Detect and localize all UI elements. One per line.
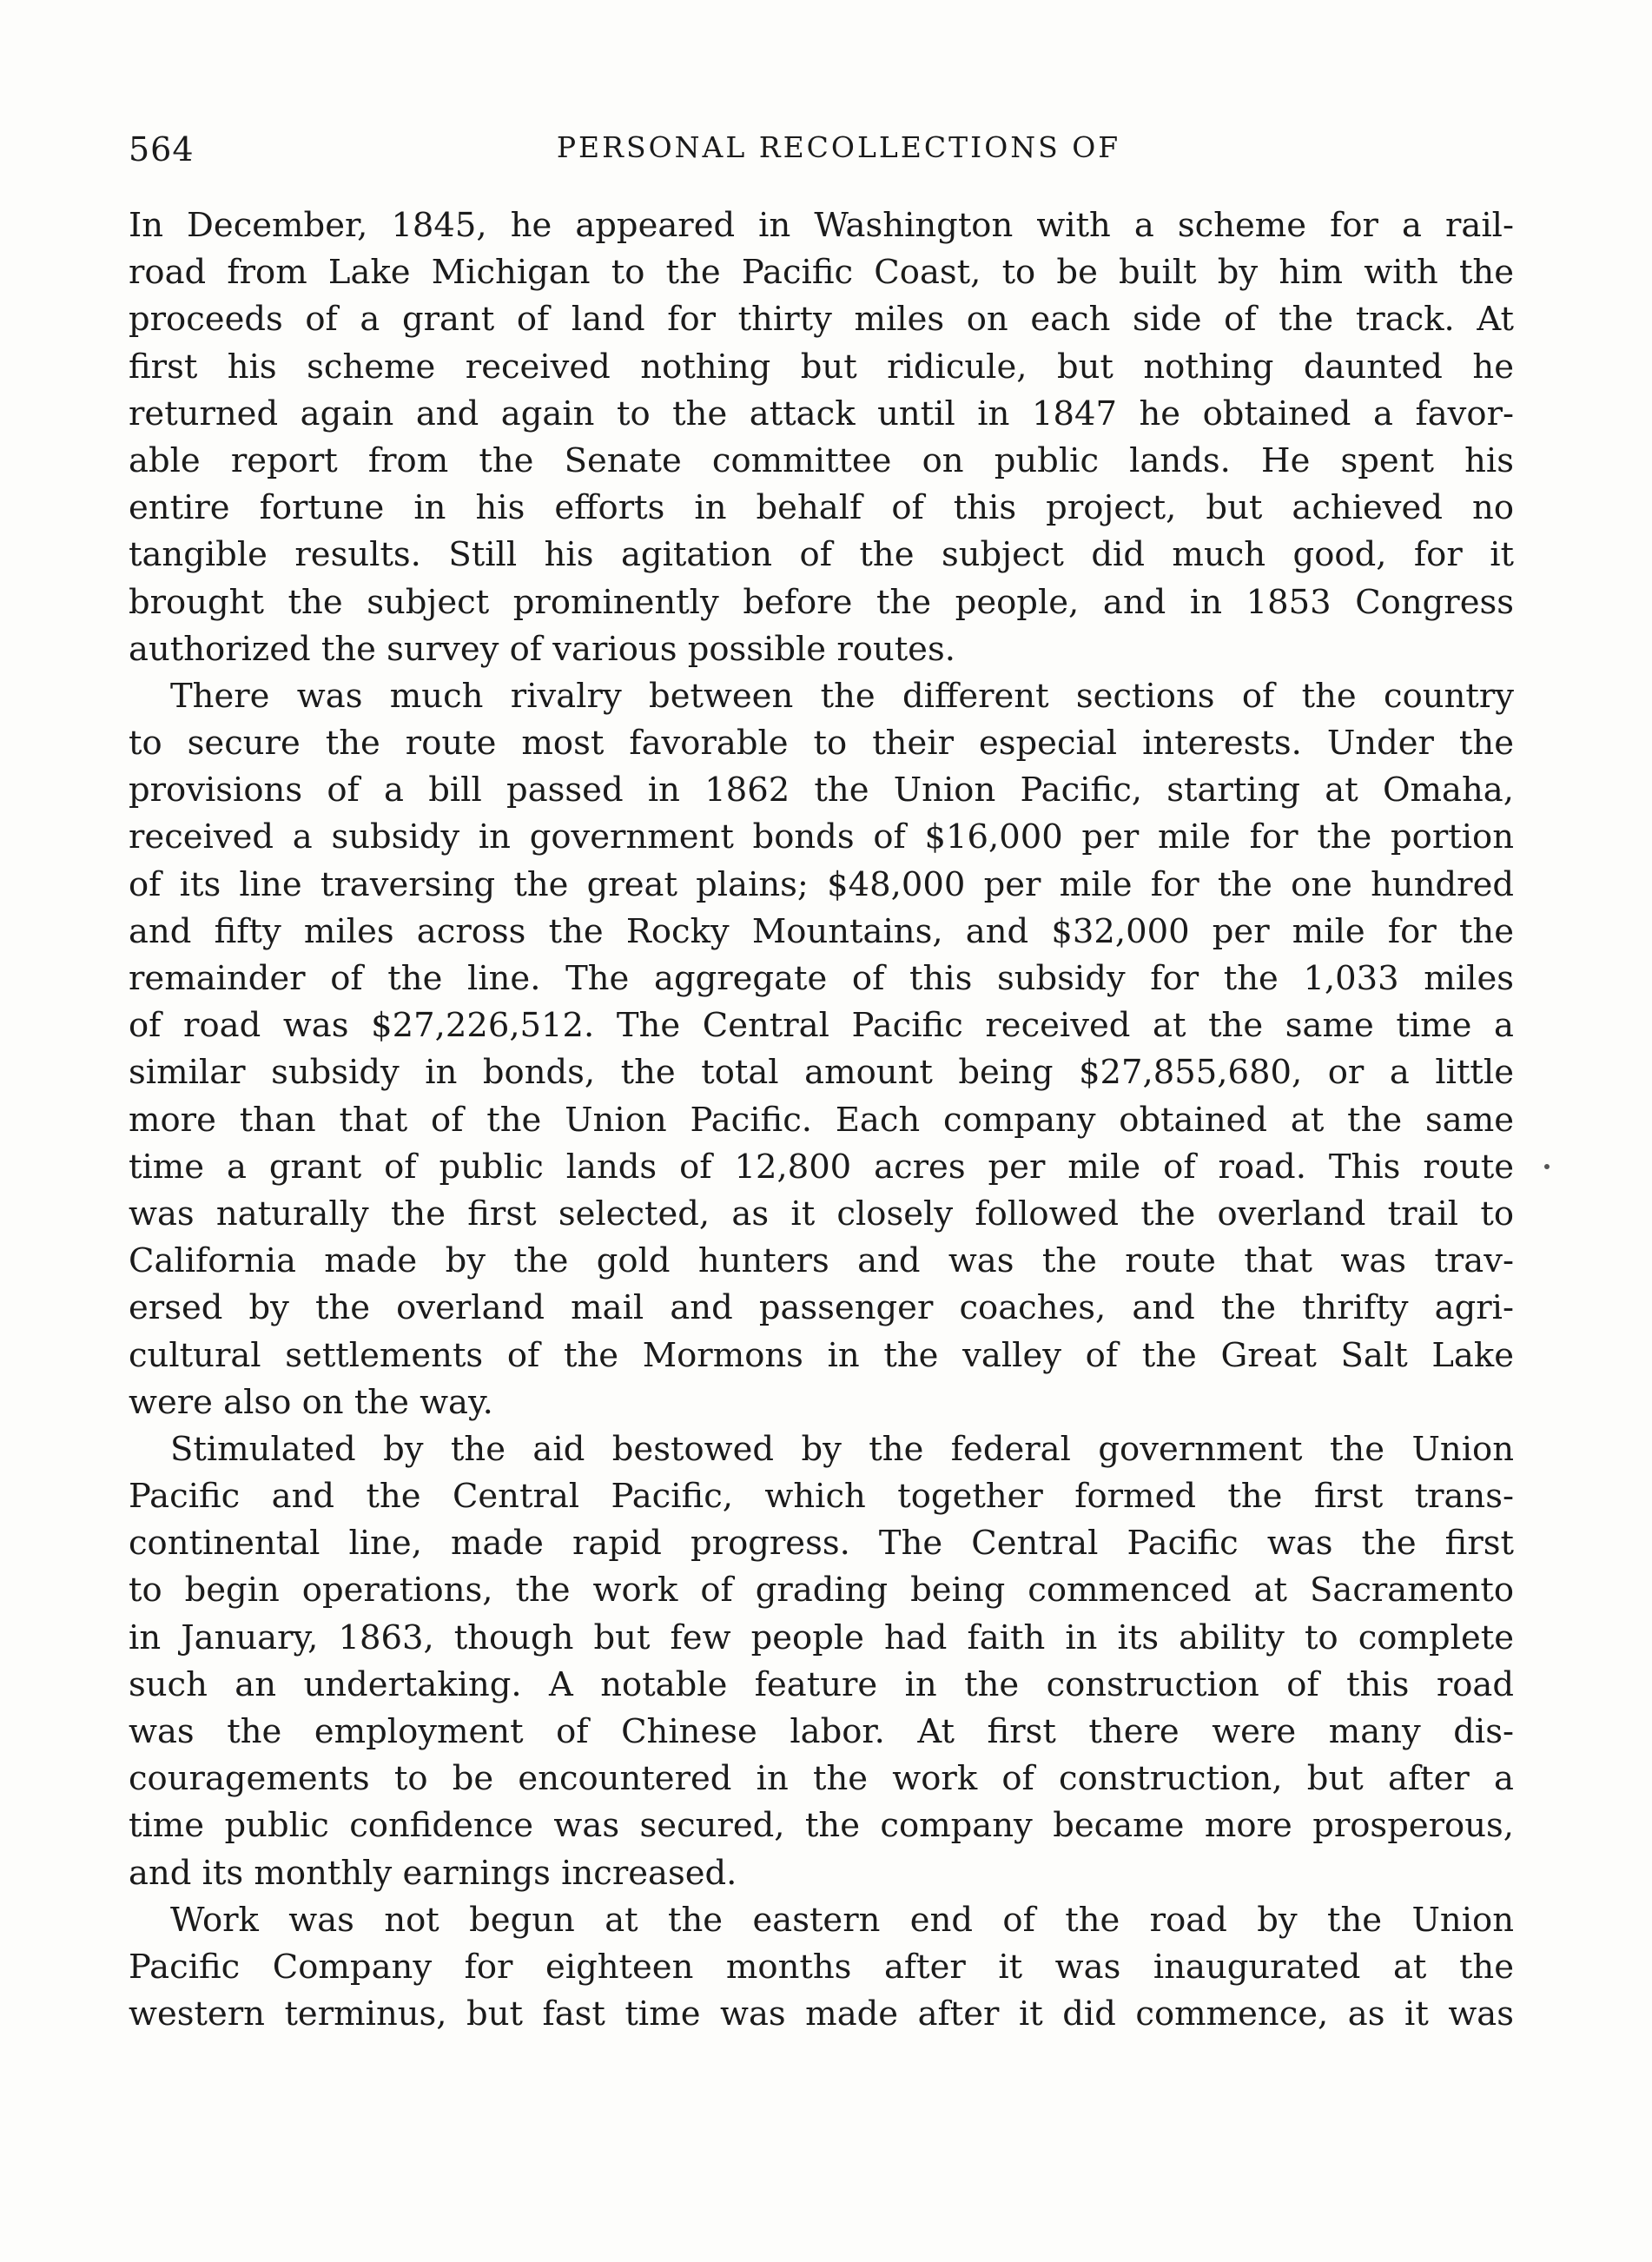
text-line: such an undertaking. A notable feature in the construction of this road (129, 1664, 1514, 1704)
text-line: time a grant of public lands of 12,800 acres per mile of road. This route (129, 1147, 1514, 1187)
text-line: able report from the Senate committee on public lands. He spent his (129, 440, 1514, 480)
text-line: in January, 1863, though but few people had faith in its ability to complete (129, 1617, 1514, 1657)
text-line: couragements to be encountered in the work of construction, but after a (129, 1759, 1514, 1799)
text-line: of its line traversing the great plains; $48,000 per mile for the one hundred (129, 864, 1514, 904)
text-line: western terminus, but fast time was made after it did commence, as it was (129, 1994, 1514, 2034)
text-line: There was much rivalry between the different sections of the country (170, 676, 1514, 716)
paragraph-1 (129, 202, 1514, 673)
text-line: was the employment of Chinese labor. At first there were many dis- (129, 1712, 1514, 1751)
text-line: proceeds of a grant of land for thirty miles on each side of the track. At (129, 300, 1514, 340)
text-line: to begin operations, the work of grading being commenced at Sacramento (129, 1571, 1514, 1611)
text-line: of road was $27,226,512. The Central Pacific received at the same time a (129, 1006, 1514, 1046)
text-line: In December, 1845, he appeared in Washington with a scheme for a rail- (129, 206, 1514, 245)
text-line: and its monthly earnings increased. (129, 1853, 737, 1893)
text-line: time public confidence was secured, the company became more prosperous, (129, 1806, 1514, 1846)
text-line: was naturally the first selected, as it closely followed the overland trail to (129, 1194, 1514, 1234)
page-number: 564 (129, 130, 195, 169)
text-line: ersed by the overland mail and passenger coaches, and the thrifty agri- (129, 1288, 1514, 1328)
text-line: first his scheme received nothing but ridicule, but nothing daunted he (129, 347, 1514, 387)
text-line: more than that of the Union Pacific. Each company obtained at the same (129, 1100, 1514, 1140)
body-text (129, 202, 1514, 2038)
text-line: received a subsidy in government bonds of $16,000 per mile for the portion (129, 817, 1514, 857)
margin-mark (1544, 1164, 1550, 1169)
text-line: Stimulated by the aid bestowed by the federal government the Union (170, 1429, 1514, 1469)
text-line: authorized the survey of various possible routes. (129, 629, 955, 669)
text-line: similar subsidy in bonds, the total amount being $27,855,680, or a little (129, 1053, 1514, 1093)
running-head (129, 130, 1514, 174)
text-line: Work was not begun at the eastern end of the road by the Union (170, 1900, 1514, 1940)
text-line: remainder of the line. The aggregate of this subsidy for the 1,033 miles (129, 959, 1514, 998)
text-line: and fifty miles across the Rocky Mountains, and $32,000 per mile for the (129, 911, 1514, 951)
text-line: continental line, made rapid progress. The Central Pacific was the first (129, 1524, 1514, 1564)
paragraph-3 (129, 1426, 1514, 1897)
text-line: were also on the way. (129, 1382, 493, 1422)
running-title: PERSONAL RECOLLECTIONS OF (556, 130, 1121, 164)
text-line: entire fortune in his efforts in behalf of this project, but achieved no (129, 488, 1514, 528)
text-line: road from Lake Michigan to the Pacific Coast, to be built by him with the (129, 253, 1514, 293)
text-line: Pacific and the Central Pacific, which together formed the first trans- (129, 1477, 1514, 1517)
paragraph-2 (129, 673, 1514, 1426)
text-line: returned again and again to the attack until in 1847 he obtained a favor- (129, 394, 1514, 433)
text-line: brought the subject prominently before the people, and in 1853 Congress (129, 582, 1514, 622)
text-line: to secure the route most favorable to their especial interests. Under the (129, 724, 1514, 764)
text-line: provisions of a bill passed in 1862 the Union Pacific, starting at Omaha, (129, 771, 1514, 810)
text-line: California made by the gold hunters and was the route that was trav- (129, 1241, 1514, 1281)
paragraph-4 (129, 1897, 1514, 2039)
text-line: Pacific Company for eighteen months after it was inaugurated at the (129, 1947, 1514, 1987)
text-line: cultural settlements of the Mormons in the valley of the Great Salt Lake (129, 1335, 1514, 1375)
text-line: tangible results. Still his agitation of the subject did much good, for it (129, 535, 1514, 575)
